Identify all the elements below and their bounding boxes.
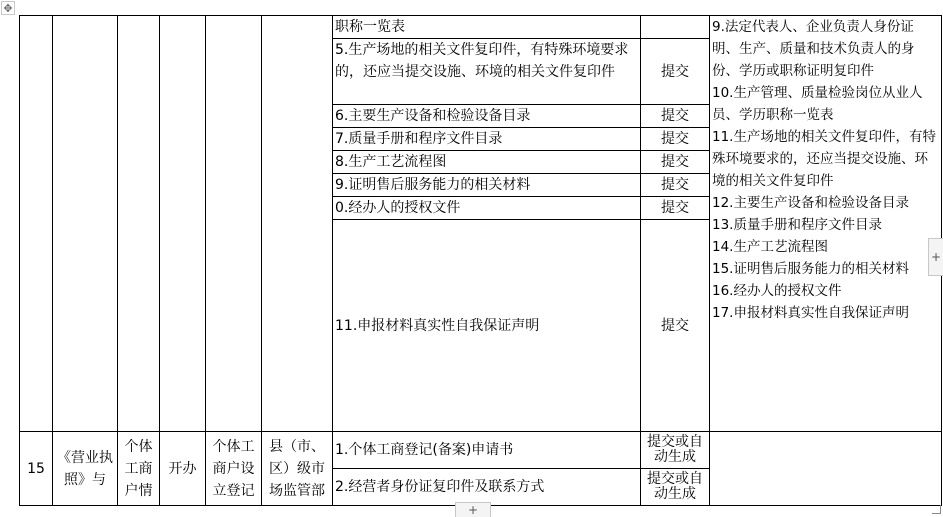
- requirement-item: 13.质量手册和程序文件目录: [712, 217, 882, 233]
- material-text: 1.个体工商登记(备案)申请书: [333, 432, 641, 469]
- material-action: 提交: [641, 151, 710, 174]
- material-text: 职称一览表: [333, 16, 641, 39]
- requirement-item: 17.申报材料真实性自我保证声明: [712, 305, 909, 321]
- cell-subitem-empty: [206, 16, 262, 432]
- material-action: [641, 16, 710, 39]
- cell-item-name: 《营业执照》与: [53, 432, 118, 506]
- requirement-item: 9.法定代表人、企业负责人身份证明、生产、质量和技术负责人的身份、学历或职称证明复印件: [712, 19, 915, 79]
- cell-item-method: 开办: [160, 432, 206, 506]
- requirement-item: 14.生产工艺流程图: [712, 239, 828, 255]
- requirement-item: 12.主要生产设备和检验设备目录: [712, 195, 909, 211]
- cell-method-empty: [160, 16, 206, 432]
- add-column-button[interactable]: +: [928, 238, 943, 276]
- material-action: 提交或自动生成: [641, 469, 710, 506]
- requirement-item: 16.经办人的授权文件: [712, 283, 842, 299]
- material-action: 提交: [641, 197, 710, 220]
- material-action: 提交: [641, 174, 710, 197]
- material-text: 5.生产场地的相关文件复印件，有特殊环境要求的，还应当提交设施、环境的相关文件复印件: [333, 39, 641, 105]
- cell-type-empty: [118, 16, 160, 432]
- add-row-button[interactable]: +: [455, 502, 491, 517]
- cell-dept-empty: [262, 16, 333, 432]
- service-table: [19, 15, 942, 506]
- material-text: 0.经办人的授权文件: [333, 197, 641, 220]
- material-text: 11.申报材料真实性自我保证声明: [333, 220, 641, 432]
- requirements-cell-empty: [710, 432, 942, 506]
- cell-no-empty: [20, 16, 53, 432]
- table-resize-handle-icon[interactable]: [932, 505, 941, 514]
- cell-item-subitem: 个体工商户设立登记: [206, 432, 262, 506]
- cell-item-type: 个体工商户情: [118, 432, 160, 506]
- material-text: 2.经营者身份证复印件及联系方式: [333, 469, 641, 506]
- material-action: 提交: [641, 128, 710, 151]
- material-text: 9.证明售后服务能力的相关材料: [333, 174, 641, 197]
- table-move-handle-icon[interactable]: ✥: [1, 1, 15, 15]
- material-action: 提交: [641, 105, 710, 128]
- material-text: 8.生产工艺流程图: [333, 151, 641, 174]
- cell-item-number: 15: [20, 432, 53, 506]
- requirement-item: 15.证明售后服务能力的相关材料: [712, 261, 909, 277]
- material-text: 7.质量手册和程序文件目录: [333, 128, 641, 151]
- cell-item-department: 县（市、区）级市场监管部: [262, 432, 333, 506]
- material-text: 6.主要生产设备和检验设备目录: [333, 105, 641, 128]
- material-action: 提交或自动生成: [641, 432, 710, 469]
- material-action: 提交: [641, 220, 710, 432]
- material-action: 提交: [641, 39, 710, 105]
- requirements-cell: [710, 16, 942, 432]
- requirement-item: 10.生产管理、质量检验岗位从业人员、学历职称一览表: [712, 85, 923, 123]
- cell-name-empty: [53, 16, 118, 432]
- requirement-item: 11.生产场地的相关文件复印件，有特殊环境要求的，还应当提交设施、环境的相关文件复印件: [712, 129, 936, 189]
